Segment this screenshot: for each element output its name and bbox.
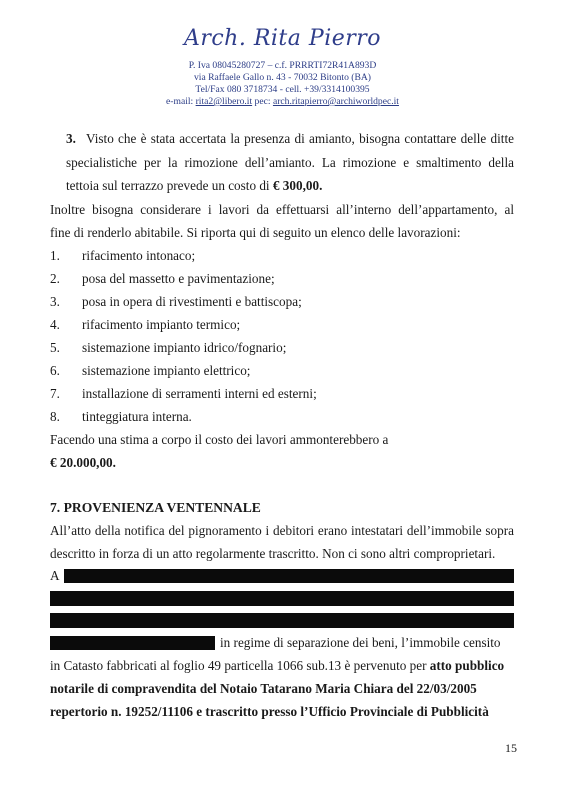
point3-line3 xyxy=(66,178,322,194)
section7-line3: in regime di separazione dei beni, l’immobile censito xyxy=(220,635,501,650)
list-item-number: 8. xyxy=(50,409,60,424)
letterhead-address: via Raffaele Gallo n. 43 - 70032 Bitonto (BA) xyxy=(193,72,371,83)
pec-link[interactable]: arch.ritapierro@archiworldpec.it xyxy=(272,96,399,107)
estimate-line: Facendo una stima a corpo il costo dei lavori ammonterebbero a xyxy=(50,432,389,447)
point3-line2: specialistiche per la rimozione dell’amianto. La rimozione e smaltimento della xyxy=(66,155,514,170)
redaction-bar xyxy=(50,591,514,606)
letterhead-phone: Tel/Fax 080 3718734 - cell. +39/3314100395 xyxy=(195,84,370,95)
list-item-number: 3. xyxy=(50,294,60,309)
intro-line1: Inoltre bisogna considerare i lavori da effettuarsi all’interno dell’appartamento, al xyxy=(50,202,514,217)
list-item: rifacimento impianto termico; xyxy=(82,317,241,332)
letterhead-vat-line: P. Iva 08045280727 – c.f. PRRRTI72R41A893D xyxy=(188,60,377,71)
estimate-amount: € 20.000,00. xyxy=(50,455,116,470)
letterhead-contacts xyxy=(0,96,565,108)
section7-line6: repertorio n. 19252/11106 e trascritto presso l’Ufficio Provinciale di Pubblicità xyxy=(50,704,489,719)
email-link[interactable]: rita2@libero.it xyxy=(195,96,253,107)
section7-line2: descritto in forza di un atto regolarmente trascritto. Non ci sono altri comproprietari. xyxy=(50,546,496,561)
list-item-number: 7. xyxy=(50,386,60,401)
point3-line3-text: tettoia sul terrazzo prevede un costo di xyxy=(66,178,273,193)
list-item: tinteggiatura interna. xyxy=(82,409,192,424)
list-item-number: 4. xyxy=(50,317,60,332)
redaction-bar xyxy=(50,613,514,628)
email-label: e-mail: xyxy=(166,96,194,107)
list-item-number: 5. xyxy=(50,340,60,355)
letterhead-signature: Arch. Rita Pierro xyxy=(183,26,382,51)
list-item: rifacimento intonaco; xyxy=(82,248,196,263)
section7-line5: notarile di compravendita del Notaio Tatarano Maria Chiara del 22/03/2005 xyxy=(50,681,477,696)
list-item-number: 6. xyxy=(50,363,60,378)
list-item: sistemazione impianto idrico/fognario; xyxy=(82,340,287,355)
list-item: sistemazione impianto elettrico; xyxy=(82,363,251,378)
deed-type: atto pubblico xyxy=(429,658,505,673)
removal-cost: € 300,00. xyxy=(272,178,323,193)
point3-number: 3. xyxy=(66,131,76,146)
list-item: installazione di serramenti interni ed esterni; xyxy=(82,386,317,401)
redaction-bar xyxy=(64,569,514,583)
section7-title: 7. PROVENIENZA VENTENNALE xyxy=(50,500,261,515)
list-item: posa del massetto e pavimentazione; xyxy=(82,271,275,286)
intro-line2: fine di renderlo abitabile. Si riporta qui di seguito un elenco delle lavorazioni: xyxy=(50,225,461,240)
section7-line1: All’atto della notifica del pignoramento i debitori erano intestatari dell’immobile sopra xyxy=(50,523,514,538)
section7-line4 xyxy=(50,658,504,674)
point3-line1: Visto che è stata accertata la presenza di amianto, bisogna contattare delle ditte xyxy=(86,131,514,146)
list-item: posa in opera di rivestimenti e battiscopa; xyxy=(82,294,302,309)
section7-line4-text: in Catasto fabbricati al foglio 49 particella 1066 sub.13 è pervenuto per xyxy=(50,658,430,673)
redaction-bar xyxy=(50,636,215,650)
pec-label: pec: xyxy=(254,96,271,107)
list-item-number: 2. xyxy=(50,271,60,286)
list-item-number: 1. xyxy=(50,248,60,263)
redacted-line-start: A xyxy=(50,568,60,583)
page-number: 15 xyxy=(505,741,517,755)
